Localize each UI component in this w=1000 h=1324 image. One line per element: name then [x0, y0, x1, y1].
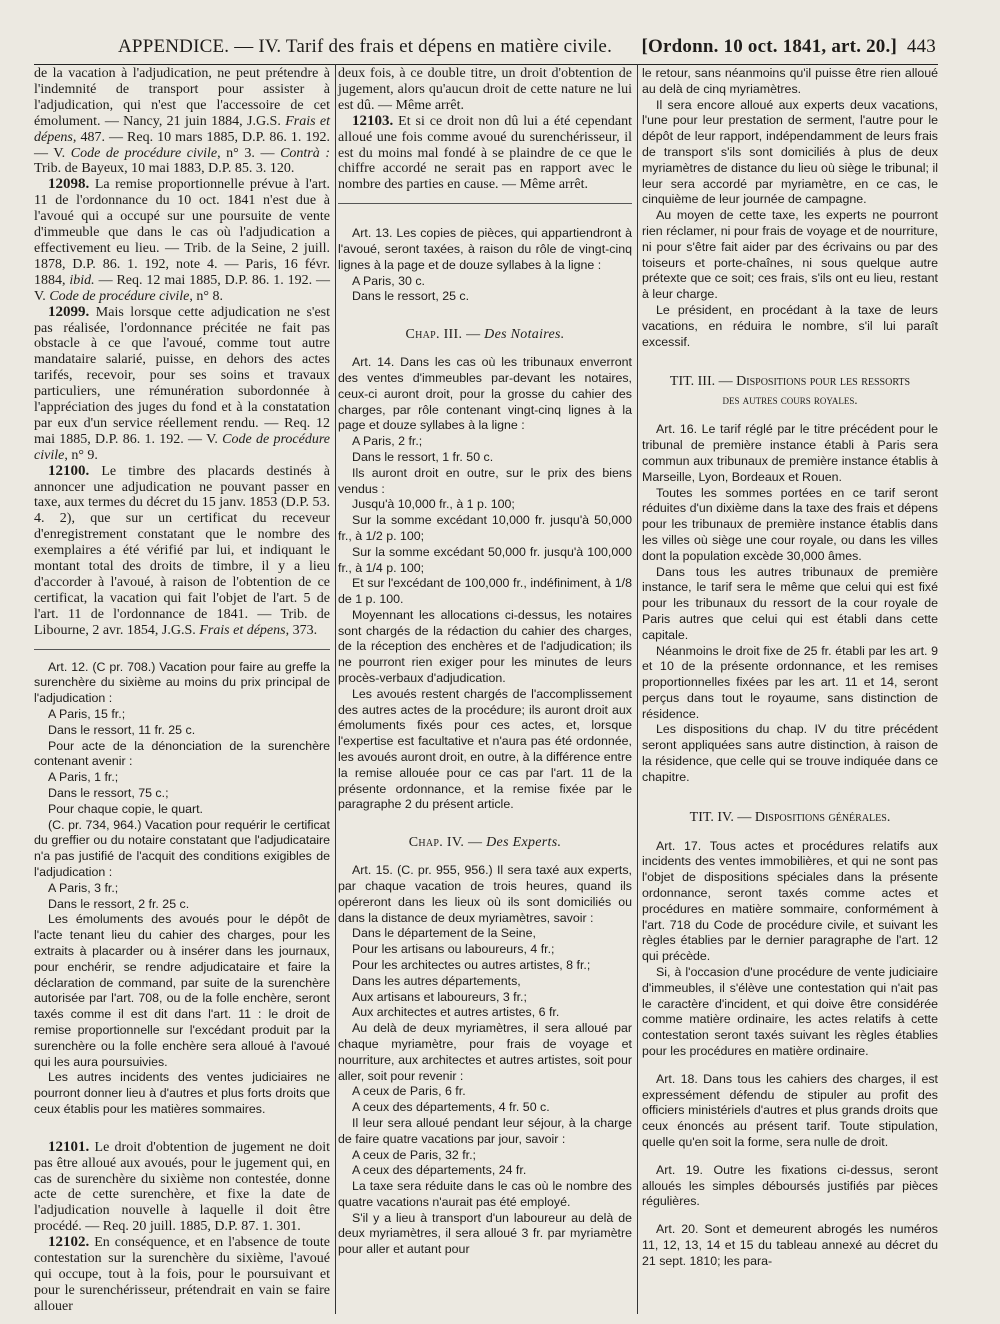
article-text: Dans les autres départements, — [352, 973, 521, 988]
article-text: A Paris, 15 fr.; — [48, 707, 126, 722]
article-text: Art. 19. Outre les fixations ci-dessus, seront alloués les simples déboursés justifiés par pièces régulières. — [642, 1162, 938, 1209]
note-12098: 12098. La remise proportionnelle prévue à l'art. 11 de l'ordonnance du 10 oct. 1841 n'est due à l'avoué qui a occupé sur une poursuite de vente d'immeuble que dans le cas où l'adjudication a effectivement eu lieu. — Trib. de la Seine, 2 juill. 1878, D.P. 86. 1. 192, note 4. — Paris, 16 févr. 1884, ibid. — Req. 12 mai 1885, D.P. 86. 1. 192. — V. Code de procédure civile, n° 8. — [34, 176, 331, 304]
article-text: Moyennant les allocations ci-dessus, les notaires sont chargés de la rédaction du cahier des charges, de la réception des enchères et de l'adjudication; ils ne pourront rien exiger pour les minutes de leurs procès-verbaux d'adjudication. — [338, 607, 632, 686]
note-12099: 12099. Mais lorsque cette adjudication ne s'est pas réalisée, l'ordonnance précitée ne fait pas obstacle à ce que l'avoué, comme tout autre mandataire salarié, puisse, en dehors des actes tarifés, recevoir, pour ses soins et travaux particuliers, une rémunération subordonnée à l'appréciation des juges du fond et à la constatation par eux d'un service réellement rendu. — Req. 12 mai 1885, D.P. 86. 1. 192. — V. Code de procédure civile, n° 9. — [34, 303, 331, 463]
column-3 — [642, 66, 938, 1270]
column-2 — [338, 66, 632, 1258]
article-text: Dans le ressort, 1 fr. 50 c. — [352, 449, 494, 464]
article-18 — [642, 1072, 938, 1151]
title-heading — [642, 372, 938, 410]
article-text: Et sur l'excédant de 100,000 fr., indéfiniment, à 1/8 de 1 p. 100. — [338, 576, 632, 607]
article-text: Les dispositions du chap. IV du titre précédent seront appliquées sans autre distinction, à raison de la résidence, que celle qui se trouve indiquée dans ce chapitre. — [642, 722, 938, 784]
article-text: Pour les architectes ou autres artistes, 8 fr.; — [352, 957, 591, 972]
article-text: Il sera encore alloué aux experts deux vacations, l'une pour leur prestation de serment, l'autre pour le dépôt de leur rapport, indépendamment de leurs frais de transport s'ils sont domiciliés à plus de deux myriamètres de distance du lieu où siège le tribunal; il leur sera accordé par myriamètre, en ce cas, le cinquième de leur journée de campagne. — [642, 97, 938, 207]
article-text: Pour acte de la dénonciation de la surenchère contenant avenir : — [34, 738, 330, 769]
article-text: La taxe sera réduite dans le cas où le nombre des quatre vacations n'aurait pas été employé. — [338, 1179, 632, 1209]
article-text: Sur la somme excédant 50,000 fr. jusqu'à 100,000 fr., à 1/4 p. 100; — [338, 544, 632, 575]
article-text: Aux artisans et laboureurs, 3 fr.; — [352, 989, 527, 1004]
article-text: Dans le ressort, 2 fr. 25 c. — [48, 896, 190, 911]
section-divider — [338, 203, 632, 204]
commentary-block-1 — [34, 66, 330, 639]
article-16 — [642, 422, 938, 785]
article-text: Sur la somme excédant 10,000 fr. jusqu'à 50,000 fr., à 1/2 p. 100; — [338, 513, 632, 543]
article-text: A Paris, 30 c. — [352, 273, 426, 288]
article-text: Art. 14. Dans les cas où les tribunaux enverront des ventes d'immeubles par-devant les notaires, ceux-ci auront droit, pour la grosse du cahier des charges, par rôle contenant vingt-cinq lignes à la page et douze syllabes à la ligne : — [338, 355, 632, 433]
article-20 — [642, 1222, 938, 1269]
article-text: Dans tous les autres tribunaux de première instance, le tarif sera le même que celui qui est fixé pour les tribunaux du ressort de la cour royale de Paris autres que celui qui est établi dans cette capitale. — [642, 564, 938, 642]
article-text: S'il y a lieu à transport d'un laboureur au delà de deux myriamètres, il sera alloué 3 fr. par myriamètre pour aller et autant pour — [338, 1210, 632, 1257]
article-text: Art. 16. Le tarif réglé par le titre précédent pour le tribunal de première instance établi à Paris sera commun aux tribunaux de première instance établis à Marseille, Lyon, Bordeaux et Rouen. — [642, 422, 938, 484]
running-header — [118, 34, 936, 62]
note-12102: 12102. En conséquence, et en l'absence de toute contestation sur la surenchère du sixième, l'avoué qui occupe, tout à la fois, pour le poursuivant et pour le surenchérisseur, prétendrait en vain se faire allouer — [34, 1234, 330, 1314]
article-text: Art. 18. Dans tous les cahiers des charges, il est expressément défendu de stipuler au profit des officiers ministériels d'autres et plus grands droits que ceux énoncés au présent tarif. Toute stipulation, quelle qu'en soit la forme, sera nulle de droit. — [642, 1071, 938, 1150]
article-text: Les autres incidents des ventes judiciaires ne pourront donner lieu à d'autres et plus forts droits que ceux établis pour les matières sommaires. — [34, 1070, 330, 1116]
page-number: 443 — [906, 36, 936, 57]
article-14 — [338, 355, 632, 813]
paragraph: de la vacation à l'adjudication, ne peut prétendre à l'indemnité de transport pour assister à l'adjudication, qui n'est que l'accessoire de cet émolument. — Nancy, 21 juin 1884, J.G.S. Frais et dépens, 487. — Req. 10 mars 1885, D.P. 86. 1. 192. — V. Code de procédure civile, n° 3. — Contrà : Trib. de Bayeux, 10 mai 1883, D.P. 85. 3. 120. — [34, 66, 330, 177]
title-line: des autres cours royales. — [722, 393, 858, 408]
commentary-block-3 — [338, 66, 632, 193]
column-1 — [34, 66, 330, 1315]
article-text: Ils auront droit en outre, sur le prix des biens vendus : — [338, 465, 632, 496]
article-text: A ceux de Paris, 6 fr. — [352, 1084, 466, 1099]
article-17 — [642, 839, 938, 1060]
article-text: A Paris, 1 fr.; — [48, 770, 119, 785]
title-heading: TIT. IV. — Dispositions générales. — [689, 809, 891, 825]
article-text: Dans le ressort, 25 c. — [352, 289, 470, 304]
article-text: Art. 17. Tous actes et procédures relatifs aux incidents des ventes immobilières, et qui ne sont pas l'objet de dispositions spéciales dans la présente ordonnance, seront taxés comme actes et procédures en matière sommaire, conformément à l'art. 718 du Code de procédure civile, et suivant les règles établies par le dernier paragraphe de l'art. 12 qui précède. — [642, 838, 938, 964]
chapter-heading: Chap. IV. — Des Experts. — [408, 835, 562, 851]
header-rule — [34, 64, 938, 65]
column-divider-2 — [637, 64, 638, 1314]
commentary-block-2 — [34, 1140, 330, 1315]
article-text: Le président, en procédant à la taxe de leurs vacations, en réduira le nombre, s'il lui paraît excessif. — [642, 302, 938, 349]
article-text: Art. 13. Les copies de pièces, qui appartiendront à l'avoué, seront taxées, à raison du rôle de vingt-cinq lignes à la page et de douze syllabes à la ligne : — [338, 226, 632, 272]
article-text: A ceux des départements, 4 fr. 50 c. — [352, 1100, 550, 1115]
title-line: TIT. III. — Dispositions pour les ressorts — [669, 374, 911, 390]
article-text: Pour les artisans ou laboureurs, 4 fr.; — [352, 942, 555, 957]
article-text: (C. pr. 734, 964.) Vacation pour requérir le certificat du greffier ou du notaire constatant que l'adjudicataire n'a pas justifié de l'acquit des conditions exigibles de l'adjudication : — [34, 817, 330, 879]
article-text: Dans le ressort, 11 fr. 25 c. — [48, 722, 196, 737]
article-12 — [34, 660, 330, 1118]
article-text: Aux architectes et autres artistes, 6 fr. — [352, 1005, 560, 1020]
note-12103: 12103. Et si ce droit non dû lui a été cependant alloué une fois comme avoué du surenchérisseur, il est du moins mal fondé à se plaindre de ce que le chiffre accordé ne serait pas en rapport avec le nombre des parties en cause. — Même arrêt. — [338, 112, 632, 193]
article-text: Art. 12. (C pr. 708.) Vacation pour faire au greffe la surenchère du sixième au moins du prix principal de l'adjudication : — [34, 659, 330, 706]
paragraph: deux fois, à ce double titre, un droit d'obtention de jugement, alors qu'aucun droit de cette nature ne lui est dû. — Même arrêt. — [338, 66, 632, 113]
article-text: A ceux de Paris, 32 fr.; — [352, 1147, 476, 1162]
article-text: Néanmoins le droit fixe de 25 fr. établi par les art. 9 et 10 de la présente ordonnance, et les remises proportionnelles fixées par les art. 11 et 14, seront perçus dans tout le royaume, sans distinction de résidence. — [642, 643, 938, 721]
article-text: Si, à l'occasion d'une procédure de vente judiciaire d'immeubles, il s'élève une contestation qui n'ait pas le caractère d'incident, et qui doive être considérée comme matière ordinaire, les actes relatifs à cette contestation seront taxés suivant les règles établies pour les procédures en matière ordinaire. — [642, 965, 938, 1059]
article-text: Dans le ressort, 75 c.; — [48, 786, 169, 800]
article-text: Il leur sera alloué pendant leur séjour, à la charge de faire quatre vacations par jour, savoir : — [338, 1115, 632, 1146]
article-13 — [338, 226, 632, 305]
article-text: Au moyen de cette taxe, les experts ne pourront rien réclamer, ni pour frais de voyage et de nourriture, ni pour s'être fait aider par des écrivains ou par des toiseurs et porte-chaînes, ni sous quelque autre prétexte que ce soit; ces frais, s'ils ont eu lieu, restant à leur charge. — [642, 208, 938, 302]
article-text: Jusqu'à 10,000 fr., à 1 p. 100; — [352, 497, 515, 512]
header-reference: [Ordonn. 10 oct. 1841, art. 20.] — [641, 36, 897, 57]
article-19 — [642, 1163, 938, 1210]
article-15 — [338, 863, 632, 1258]
article-text: A Paris, 3 fr.; — [48, 880, 119, 895]
article-text: Art. 20. Sont et demeurent abrogés les numéros 11, 12, 13, 14 et 15 du tableau annexé au décret du 21 sept. 1810; les para- — [642, 1222, 938, 1268]
article-text: Pour chaque copie, le quart. — [48, 801, 203, 816]
article-text: Les émoluments des avoués pour le dépôt de l'acte tenant lieu du cahier des charges, pour les extraits à placarder ou à insérer dans les journaux, pour enchérir, se rendre adjudicataire et faire la déclaration de command, par suite de la surenchère autorisée par l'art. 708, ou de la folle enchère, seront taxés comme il est dit dans l'art. 11 : le droit de remise proportionnelle sur l'excédant produit par la surenchère ou la folle enchère sera alloué à l'avoué qui les aura poursuivies. — [34, 912, 330, 1069]
article-text: Dans le département de la Seine, — [352, 926, 536, 941]
note-12101: 12101. Le droit d'obtention de jugement ne doit pas être alloué aux avoués, pour le jugement qui, en cas de surenchère du sixième non contestée, donne acte de cette surenchère, et fixe la date de l'adjudication nouvelle à laquelle il doit être procédé. — Req. 20 juill. 1885, D.P. 87. 1. 301. — [34, 1138, 330, 1235]
article-text: Au delà de deux myriamètres, il sera alloué par chaque myriamètre, pour frais de voyage et nourriture, aux architectes et autres artistes, soit pour aller, soit pour revenir : — [338, 1021, 632, 1083]
article-text: Toutes les sommes portées en ce tarif seront réduites d'un dixième dans la taxe des frais et dépens pour les tribunaux de première instance établis dans les villes où siège une cour royale, ou dans les villes dont la population excède 30,000 âmes. — [642, 485, 938, 563]
article-text: A ceux des départements, 24 fr. — [352, 1163, 527, 1178]
article-text: A Paris, 2 fr.; — [352, 434, 423, 449]
note-12100: 12100. Le timbre des placards destinés à annoncer une adjudication ne pouvant passer en taxe, aux termes du décret du 15 janv. 1853 (D.P. 53. 4. 2), que sur un certificat du receveur d'enregistrement constatant que le nombre des exemplaires a été vérifié par lui, et indiquant le montant total des droits de timbre, il y a lieu d'accorder à l'avoué, à raison de l'obtention de ce certificat, la vacation qui fait l'objet de l'art. 5 de l'art. 11 de l'ordonnance de 1841. — Trib. de Libourne, 2 avr. 1854, J.G.S. Frais et dépens, 373. — [34, 462, 330, 638]
column-divider-1 — [335, 64, 336, 1314]
article-text: Art. 15. (C. pr. 955, 956.) Il sera taxé aux experts, par chaque vacation de trois heures, quand ils opéreront dans les lieux où ils sont domiciliés ou dans la distance de deux myriamètres, savoir : — [338, 863, 632, 925]
header-title: APPENDICE. — IV. Tarif des frais et dépens en matière civile. — [118, 36, 613, 57]
article-text: Les avoués restent chargés de l'accomplissement des autres actes de la procédure; ils auront droit aux émoluments fixés pour ces actes, et, lorsque l'expertise est facultative et n'aura pas été ordonnée, les avoués auront droit, en outre, à la différence entre la remise allouée pour ce cas par l'art. 11 de la présente ordonnance, et la remise fixée par le paragraphe 2 du présent article. — [338, 686, 632, 812]
article-text: le retour, sans néanmoins qu'il puisse être rien alloué au delà de cinq myriamètres. — [642, 66, 938, 96]
chapter-heading: Chap. III. — Des Notaires. — [405, 327, 565, 343]
section-divider — [34, 649, 330, 650]
article-15-continued — [642, 66, 938, 350]
